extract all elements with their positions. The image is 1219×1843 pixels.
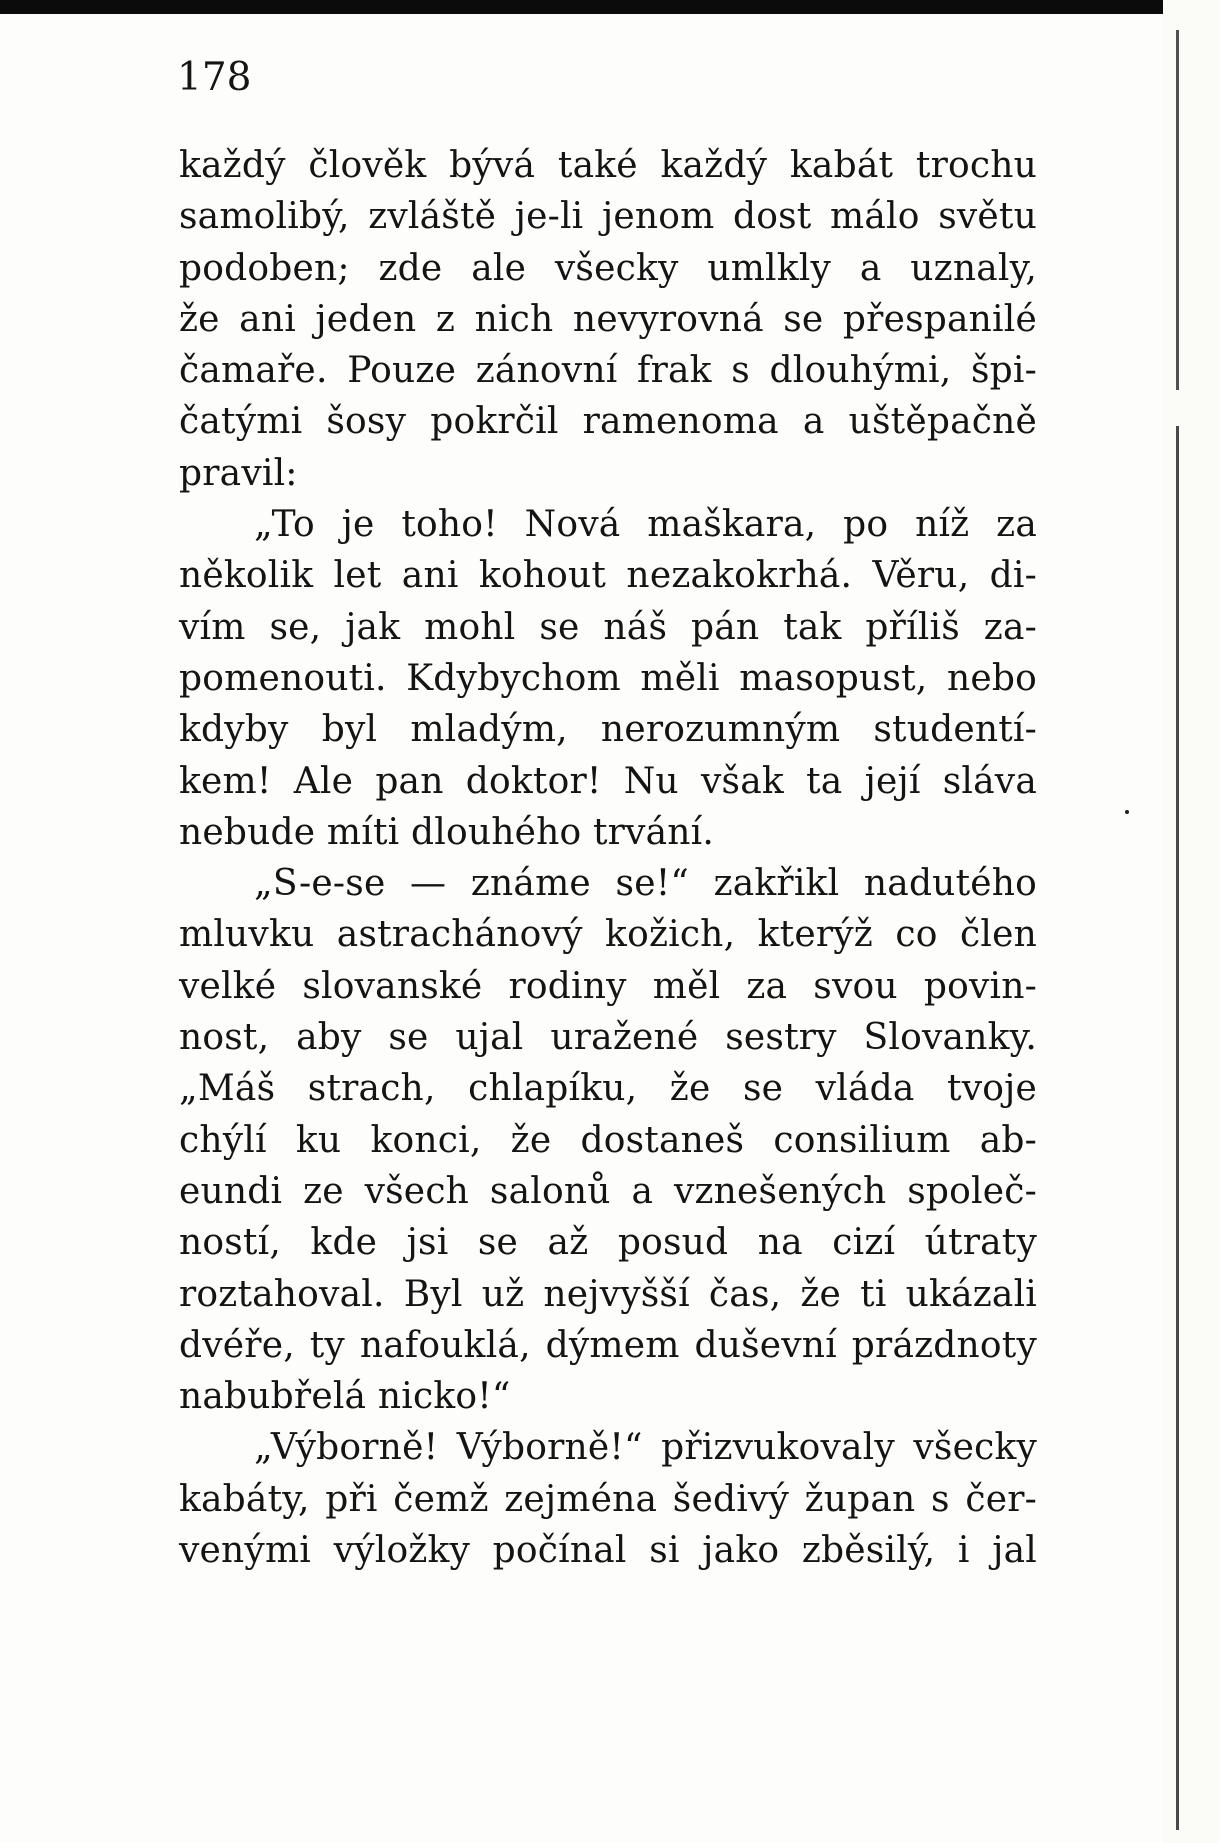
text-line: „Máš strach, chlapíku, že se vláda tvoje [179, 1068, 1037, 1110]
binding-edge-line [1176, 30, 1179, 1830]
page-number: 178 [177, 55, 252, 100]
text-line: „Výborně! Výborně!“ přizvukovaly všecky [254, 1427, 1037, 1469]
text-line: podoben; zde ale všecky umlkly a uznaly, [179, 247, 1037, 289]
text-line: velké slovanské rodiny měl za svou povin- [179, 965, 1037, 1007]
text-line: kabáty, při čemž zejména šedivý župan s čer- [179, 1478, 1037, 1520]
text-line: „S-e-se — známe se!“ zakřikl nadutého [254, 863, 1037, 905]
text-line: vím se, jak mohl se náš pán tak příliš za- [179, 606, 1037, 648]
text-line: každý člověk bývá také každý kabát trochu [179, 145, 1037, 186]
text-line: nebude míti dlouhého trvání. [179, 811, 715, 853]
text-line: kem! Ale pan doktor! Nu však ta její sláva [179, 760, 1037, 802]
text-line: mluvku astrachánový kožich, kterýž co člen [179, 914, 1037, 956]
text-line: eundi ze všech salonů a vznešených společ- [179, 1170, 1037, 1212]
text-line: pomenouti. Kdybychom měli masopust, nebo [179, 657, 1037, 699]
text-line: nost, aby se ujal uražené sestry Slovanky. [179, 1017, 1037, 1059]
text-line: několik let ani kohout nezakokrhá. Věru, di- [179, 555, 1037, 597]
text-line: samolibý, zvláště je-li jenom dost málo světu [179, 196, 1037, 238]
text-line: nabubřelá nicko!“ [179, 1376, 511, 1418]
page-edge-strip [1163, 0, 1219, 1843]
scan-speck [1125, 810, 1129, 814]
text-line: čatými šosy pokrčil ramenoma a uštěpačně [179, 401, 1037, 443]
text-line: chýlí ku konci, že dostaneš consilium ab- [179, 1119, 1037, 1161]
text-line: dvéře, ty nafouklá, dýmem duševní prázdnoty [179, 1324, 1037, 1366]
text-line: roztahoval. Byl už nejvyšší čas, že ti ukázali [179, 1273, 1037, 1315]
text-line: venými výložky počínal si jako zběsilý, i jal [179, 1530, 1037, 1572]
text-line: čamaře. Pouze zánovní frak s dlouhými, špi- [179, 350, 1037, 392]
text-line: že ani jeden z nich nevyrovná se přespanilé [179, 298, 1037, 340]
text-line: pravil: [179, 452, 298, 494]
body-text [179, 140, 1037, 1576]
text-line: kdyby byl mladým, nerozumným studentí- [179, 709, 1037, 751]
text-line: „To je toho! Nová maškara, po níž za [254, 504, 1037, 546]
text-line: ností, kde jsi se až posud na cizí útraty [179, 1222, 1037, 1264]
